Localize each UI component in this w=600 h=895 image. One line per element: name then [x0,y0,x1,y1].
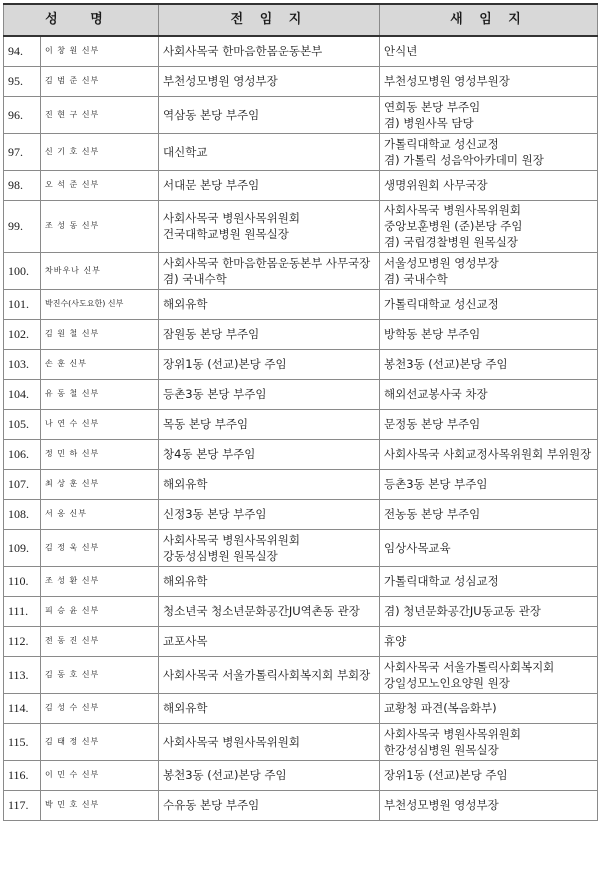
new-post [380,596,598,626]
row-number: 110. [4,566,41,596]
table-row [4,469,598,499]
previous-post-line: 서대문 본당 부주임 [163,178,260,192]
new-post-line: 장위1동 (선교)본당 주임 [384,768,508,782]
priest-name: 차바우나 신부 [41,252,159,289]
new-post [380,170,598,200]
table-row [4,289,598,319]
previous-post-line: 봉천3동 (선교)본당 주임 [163,768,287,782]
previous-post-line: 해외유학 [163,701,208,715]
previous-post [159,200,380,252]
new-post [380,529,598,566]
previous-post [159,439,380,469]
previous-post-line: 교포사목 [163,634,208,648]
new-post-line: 부천성모병원 영성부장 [384,798,499,812]
new-post [380,656,598,693]
previous-post [159,133,380,170]
header-previous-post: 전 임 지 [159,4,380,36]
previous-post [159,760,380,790]
row-number: 107. [4,469,41,499]
previous-post [159,566,380,596]
previous-post-line: 창4동 본당 부주임 [163,447,256,461]
row-number: 94. [4,36,41,66]
previous-post [159,319,380,349]
row-number: 106. [4,439,41,469]
previous-post-line: 해외유학 [163,574,208,588]
table-row [4,96,598,133]
new-post-line: 안식년 [384,44,418,59]
new-post-line: 부천성모병원 영성부원장 [384,74,510,88]
row-number: 111. [4,596,41,626]
new-post-line: 서울성모병원 영성부장 [384,255,499,270]
priest-name: 최 상 훈 신부 [41,469,159,499]
new-post [380,723,598,760]
new-post [380,409,598,439]
previous-post-line: 사회사목국 병원사목위원회 [163,734,300,749]
new-post-line: 생명위원회 사무국장 [384,178,488,192]
priest-name: 김 정 욱 신부 [41,529,159,566]
priest-name: 김 성 수 신부 [41,693,159,723]
new-post [380,693,598,723]
previous-post-line: 장위1동 (선교)본당 주임 [163,357,287,371]
previous-post [159,349,380,379]
previous-post [159,656,380,693]
previous-post-line: 사회사목국 한마음한몸운동본부 사무국장 [163,255,371,270]
new-post-line: 가톨릭대학교 성심교정 [384,574,499,588]
row-number: 113. [4,656,41,693]
table-row [4,656,598,693]
new-post-line: 휴양 [384,634,407,648]
new-post [380,439,598,469]
previous-post [159,252,380,289]
priest-name: 이 민 수 신부 [41,760,159,790]
new-post-line: 사회사목국 서울가톨릭사회복지회 [384,659,555,674]
priest-name: 김 범 준 신부 [41,66,159,96]
table-row [4,626,598,656]
previous-post-line: 사회사목국 병원사목위원회 [163,532,300,547]
previous-post-line: 겸) 국내수학 [163,271,227,286]
priest-name: 진 현 구 신부 [41,96,159,133]
table-row [4,319,598,349]
new-post [380,36,598,66]
new-post [380,790,598,820]
new-post-line: 가톨릭대학교 성신교정 [384,297,499,311]
new-post-line: 중앙보훈병원 (준)본당 주임 [384,219,523,233]
new-post-line: 사회사목국 사회교정사목위원회 부위원장 [384,447,592,461]
table-row [4,349,598,379]
new-post-line: 교황청 파견(복음화부) [384,701,497,715]
previous-post [159,36,380,66]
priest-name: 이 창 원 신부 [41,36,159,66]
new-post [380,760,598,790]
new-post [380,96,598,133]
row-number: 104. [4,379,41,409]
row-number: 116. [4,760,41,790]
priest-name: 전 동 진 신부 [41,626,159,656]
priest-name: 신 기 호 신부 [41,133,159,170]
new-post-line: 겸) 국내수학 [384,271,448,286]
new-post-line: 임상사목교육 [384,540,451,555]
table-row [4,499,598,529]
row-number: 96. [4,96,41,133]
priest-name: 김 원 철 신부 [41,319,159,349]
previous-post [159,469,380,499]
previous-post [159,499,380,529]
new-post [380,133,598,170]
table-row [4,790,598,820]
previous-post-line: 부천성모병원 영성부장 [163,74,278,88]
table-row [4,36,598,66]
row-number: 99. [4,200,41,252]
priest-name: 서 옹 신부 [41,499,159,529]
new-post-line: 문정동 본당 부주임 [384,417,481,431]
row-number: 108. [4,499,41,529]
row-number: 117. [4,790,41,820]
appointment-table [3,3,598,821]
previous-post [159,170,380,200]
table-row [4,760,598,790]
previous-post-line: 건국대학교병원 원목실장 [163,227,289,241]
header-name: 성 명 [4,4,159,36]
row-number: 105. [4,409,41,439]
previous-post-line: 강동성심병원 원목실장 [163,548,278,563]
previous-post-line: 역삼동 본당 부주임 [163,107,260,122]
priest-name: 유 동 철 신부 [41,379,159,409]
table-row [4,409,598,439]
previous-post [159,626,380,656]
table-row [4,252,598,289]
priest-name: 정 민 하 신부 [41,439,159,469]
table-body [4,36,598,820]
new-post [380,499,598,529]
previous-post-line: 해외유학 [163,297,208,311]
row-number: 114. [4,693,41,723]
table-row [4,529,598,566]
new-post [380,252,598,289]
table-row [4,566,598,596]
previous-post-line: 목동 본당 부주임 [163,417,249,431]
priest-name: 김 동 호 신부 [41,656,159,693]
new-post [380,626,598,656]
row-number: 115. [4,723,41,760]
table-row [4,66,598,96]
new-post [380,469,598,499]
previous-post-line: 사회사목국 병원사목위원회 [163,211,300,225]
priest-name: 조 성 환 신부 [41,566,159,596]
new-post-line: 강일성모노인요양원 원장 [384,675,510,690]
table-row [4,200,598,252]
table-row [4,693,598,723]
header-new-post: 새 임 지 [380,4,598,36]
table-row [4,379,598,409]
priest-name: 박진수(사도요한) 신부 [41,289,159,319]
previous-post [159,693,380,723]
row-number: 97. [4,133,41,170]
new-post-line: 사회사목국 병원사목위원회 [384,203,521,217]
row-number: 95. [4,66,41,96]
new-post-line: 겸) 병원사목 담당 [384,115,474,130]
previous-post-line: 등촌3동 본당 부주임 [163,387,267,401]
previous-post [159,596,380,626]
row-number: 102. [4,319,41,349]
table-row [4,723,598,760]
row-number: 109. [4,529,41,566]
new-post-line: 연희동 본당 부주임 [384,99,481,114]
previous-post-line: 사회사목국 한마음한몸운동본부 [163,44,323,59]
table-row [4,170,598,200]
new-post [380,289,598,319]
new-post-line: 등촌3동 본당 부주임 [384,477,488,491]
priest-name: 손 훈 신부 [41,349,159,379]
new-post-line: 전농동 본당 부주임 [384,507,481,521]
new-post [380,566,598,596]
row-number: 100. [4,252,41,289]
priest-name: 피 승 윤 신부 [41,596,159,626]
previous-post-line: 대신학교 [163,144,208,159]
priest-name: 김 태 정 신부 [41,723,159,760]
previous-post-line: 잠원동 본당 부주임 [163,327,260,341]
previous-post [159,379,380,409]
previous-post [159,96,380,133]
previous-post [159,409,380,439]
priest-name: 오 석 준 신부 [41,170,159,200]
priest-name: 나 연 수 신부 [41,409,159,439]
priest-name: 조 성 동 신부 [41,200,159,252]
row-number: 101. [4,289,41,319]
previous-post-line: 사회사목국 서울가톨릭사회복지회 부회장 [163,667,371,682]
table-header [4,4,598,36]
previous-post-line: 수유동 본당 부주임 [163,798,260,812]
row-number: 112. [4,626,41,656]
new-post-line: 사회사목국 병원사목위원회 [384,726,521,741]
new-post-line: 봉천3동 (선교)본당 주임 [384,357,508,371]
row-number: 103. [4,349,41,379]
table-row [4,133,598,170]
new-post-line: 겸) 국립경찰병원 원목실장 [384,235,518,249]
new-post-line: 겸) 청년문화공간JU동교동 관장 [384,604,541,618]
previous-post-line: 청소년국 청소년문화공간JU역촌동 관장 [163,604,360,618]
previous-post [159,790,380,820]
new-post [380,66,598,96]
previous-post [159,289,380,319]
table-row [4,596,598,626]
table-row [4,439,598,469]
new-post-line: 한강성심병원 원목실장 [384,742,499,757]
new-post [380,379,598,409]
new-post-line: 겸) 가톨릭 성음악아카데미 원장 [384,152,544,167]
new-post-line: 가톨릭대학교 성신교정 [384,136,499,151]
previous-post [159,723,380,760]
new-post [380,349,598,379]
new-post-line: 방학동 본당 부주임 [384,327,481,341]
priest-name: 박 민 호 신부 [41,790,159,820]
previous-post [159,66,380,96]
previous-post [159,529,380,566]
previous-post-line: 해외유학 [163,477,208,491]
previous-post-line: 신정3동 본당 부주임 [163,507,267,521]
new-post-line: 해외선교봉사국 차장 [384,387,488,401]
new-post [380,200,598,252]
row-number: 98. [4,170,41,200]
new-post [380,319,598,349]
